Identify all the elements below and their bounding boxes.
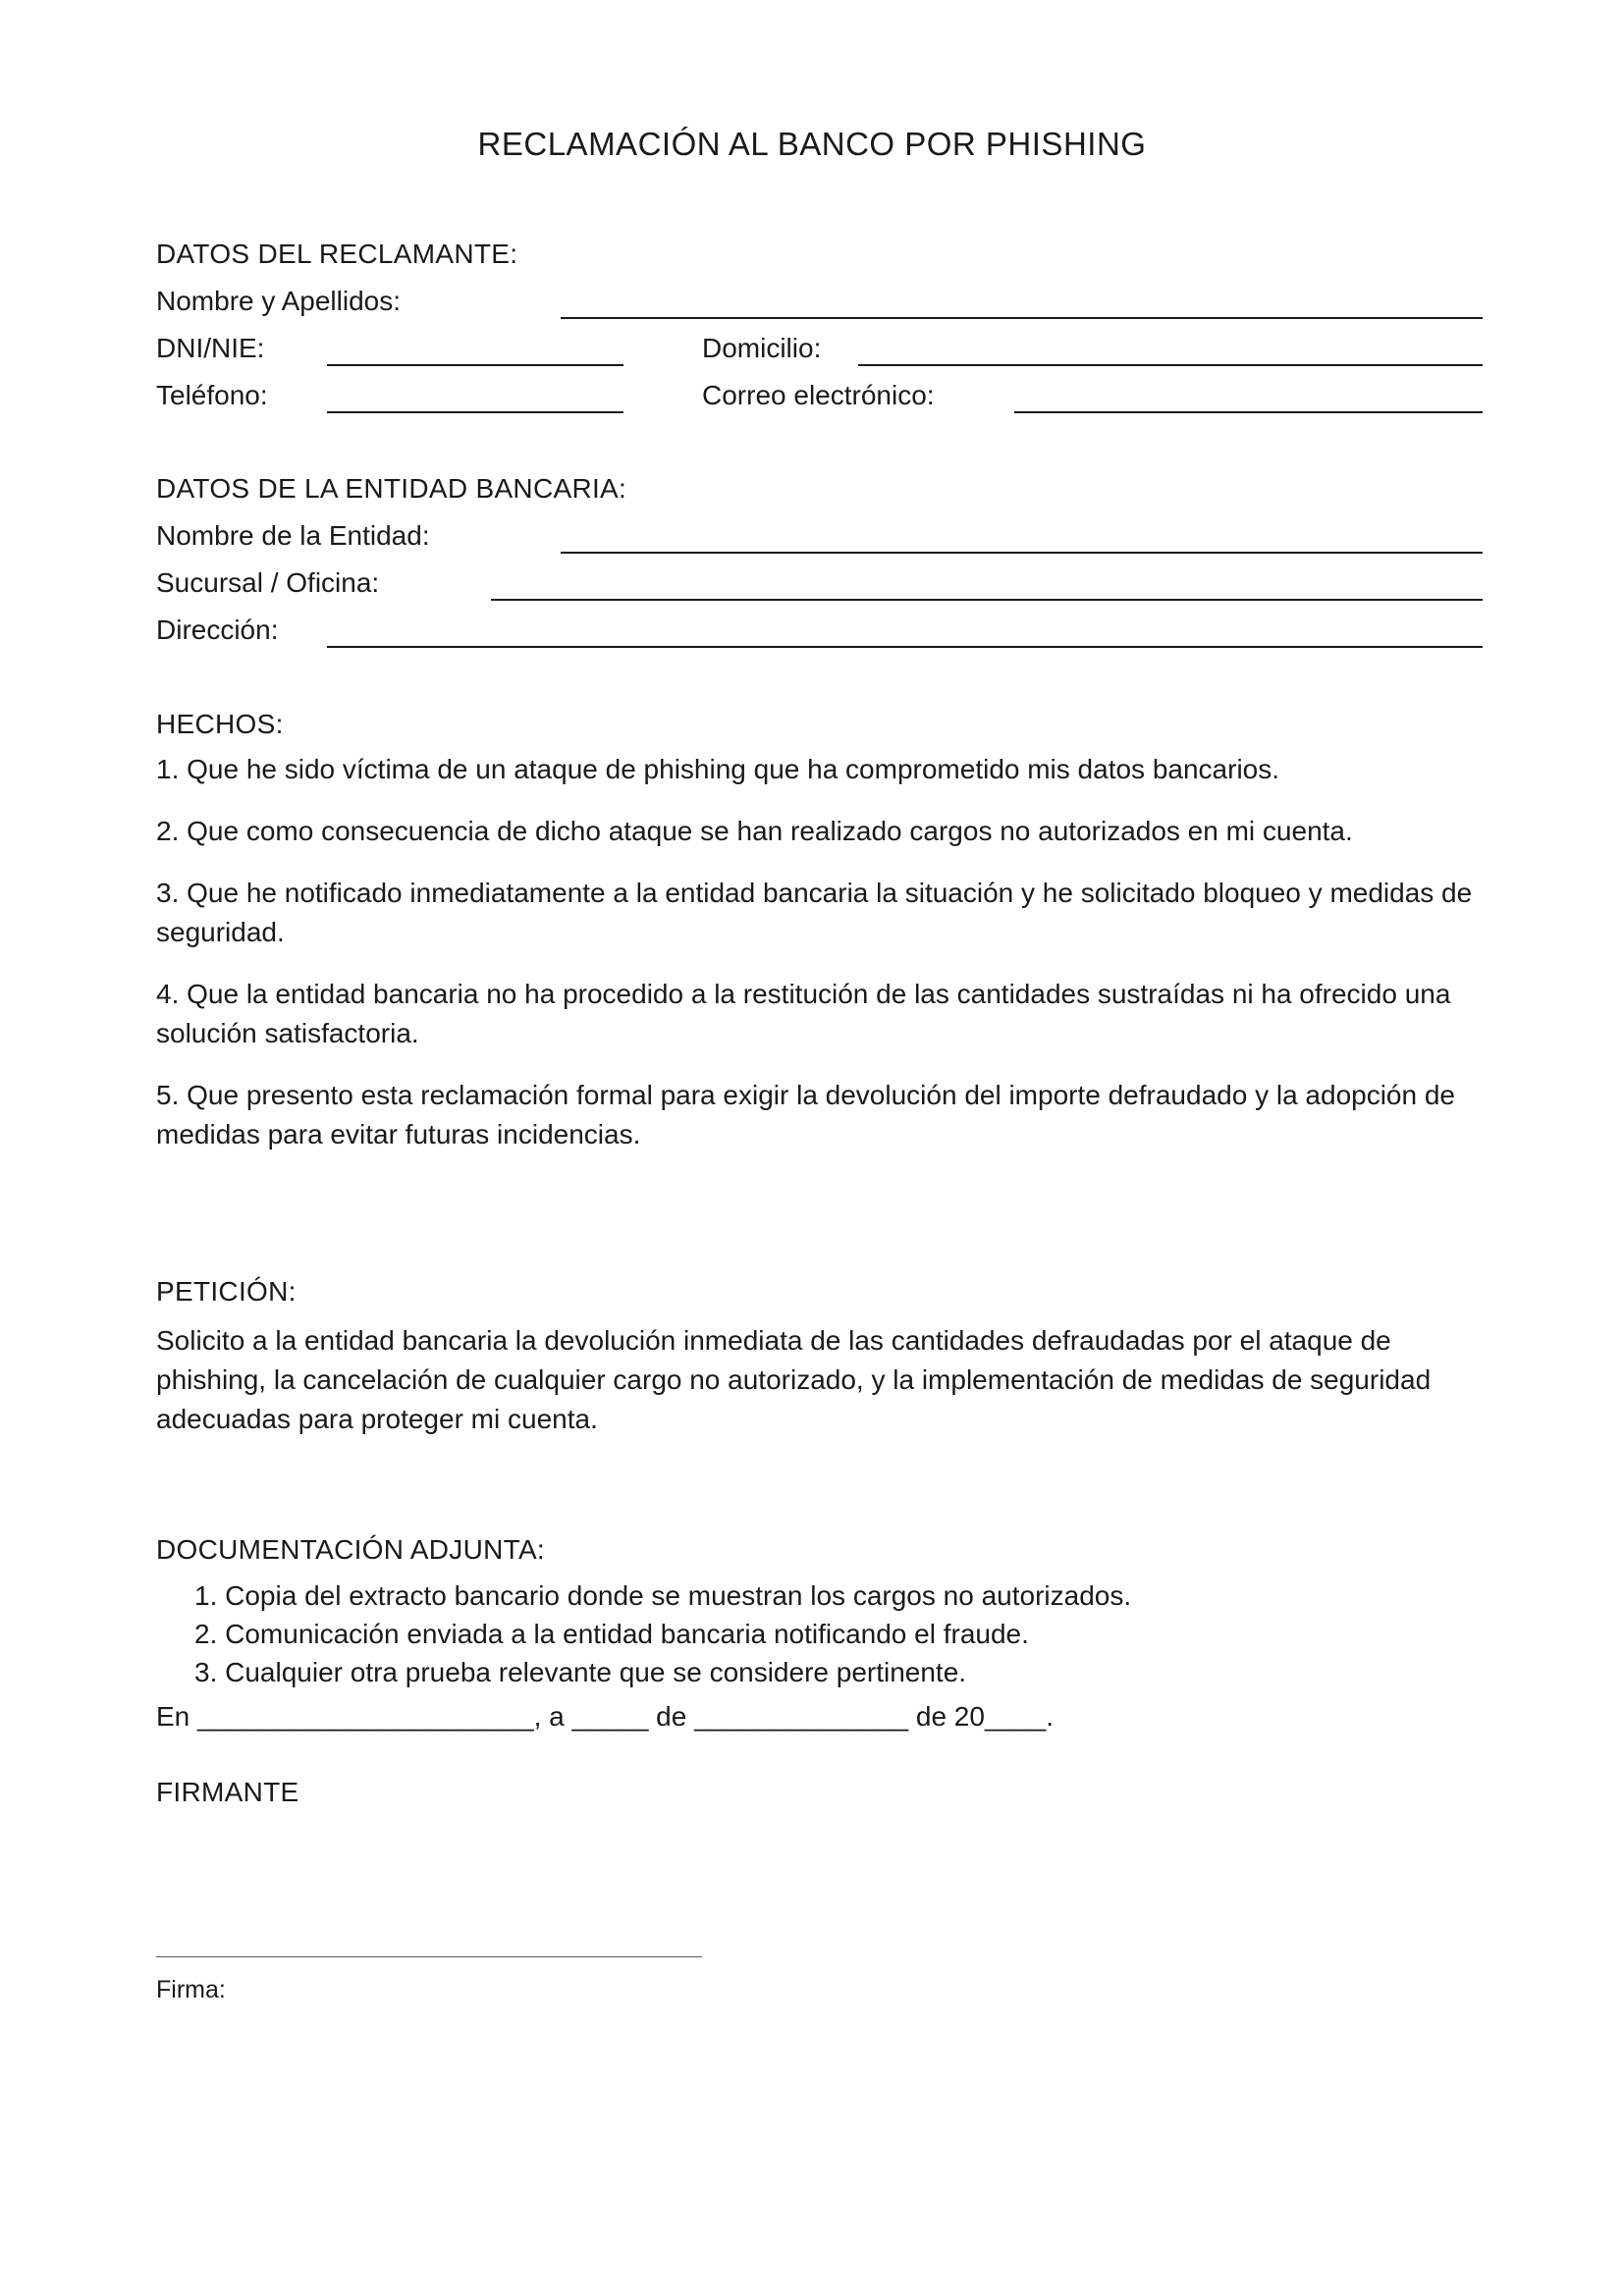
- email-field[interactable]: [1014, 411, 1483, 413]
- petition-text: Solicito a la entidad bancaria la devolución inmediata de las cantidades defraudadas por el ataque de phishing, la cancelación de cualquier cargo no autorizado, y la implementación de medidas de seguridad adecuadas para proteger mi cuenta.: [156, 1325, 1432, 1434]
- bank-name-label: Nombre de la Entidad:: [156, 520, 430, 551]
- address-field[interactable]: [858, 364, 1483, 366]
- date-line[interactable]: En ______________________, a _____ de ______________ de 20____.: [156, 1701, 1055, 1732]
- bank-address-label: Dirección:: [156, 614, 279, 645]
- email-label: Correo electrónico:: [702, 380, 935, 410]
- fact-item: 2. Que como consecuencia de dicho ataque se han realizado cargos no autorizados en mi cuenta.: [156, 816, 1353, 846]
- attachments-heading: DOCUMENTACIÓN ADJUNTA:: [156, 1534, 546, 1565]
- claimant-name-label: Nombre y Apellidos:: [156, 286, 402, 316]
- document-title: RECLAMACIÓN AL BANCO POR PHISHING: [477, 126, 1147, 162]
- bank-address-field[interactable]: [327, 646, 1483, 648]
- claimant-heading: DATOS DEL RECLAMANTE:: [156, 239, 518, 269]
- signer-heading: FIRMANTE: [156, 1777, 299, 1807]
- address-label: Domicilio:: [702, 333, 822, 363]
- dni-field[interactable]: [327, 364, 623, 366]
- branch-field[interactable]: [491, 599, 1483, 601]
- dni-label: DNI/NIE:: [156, 333, 265, 363]
- attachments-list: [194, 1576, 1131, 1691]
- fact-item: 4. Que la entidad bancaria no ha procedido a la restitución de las cantidades sustraídas ni ha ofrecido una solución satisfactoria.: [156, 979, 1451, 1048]
- petition-heading: PETICIÓN:: [156, 1276, 297, 1307]
- signature-line[interactable]: [156, 1956, 702, 1957]
- claimant-name-field[interactable]: [561, 317, 1483, 319]
- fact-item: 3. Que he notificado inmediatamente a la entidad bancaria la situación y he solicitado bloqueo y medidas de seguridad.: [156, 878, 1473, 947]
- facts-heading: HECHOS:: [156, 709, 284, 739]
- signature-label: Firma:: [156, 1976, 226, 2003]
- fact-item: 5. Que presento esta reclamación formal para exigir la devolución del importe defraudado y la adopción de medidas para evitar futuras incidencias.: [156, 1080, 1455, 1149]
- bank-name-field[interactable]: [561, 552, 1483, 554]
- attachment-item: 1. Copia del extracto bancario donde se muestran los cargos no autorizados.: [194, 1580, 1132, 1611]
- phone-field[interactable]: [327, 411, 623, 413]
- fact-item: 1. Que he sido víctima de un ataque de phishing que ha comprometido mis datos bancarios.: [156, 754, 1280, 784]
- attachment-item: 3. Cualquier otra prueba relevante que se considere pertinente.: [194, 1657, 967, 1687]
- branch-label: Sucursal / Oficina:: [156, 567, 380, 598]
- bank-heading: DATOS DE LA ENTIDAD BANCARIA:: [156, 473, 627, 504]
- phone-label: Teléfono:: [156, 380, 268, 410]
- attachment-item: 2. Comunicación enviada a la entidad bancaria notificando el fraude.: [194, 1619, 1029, 1649]
